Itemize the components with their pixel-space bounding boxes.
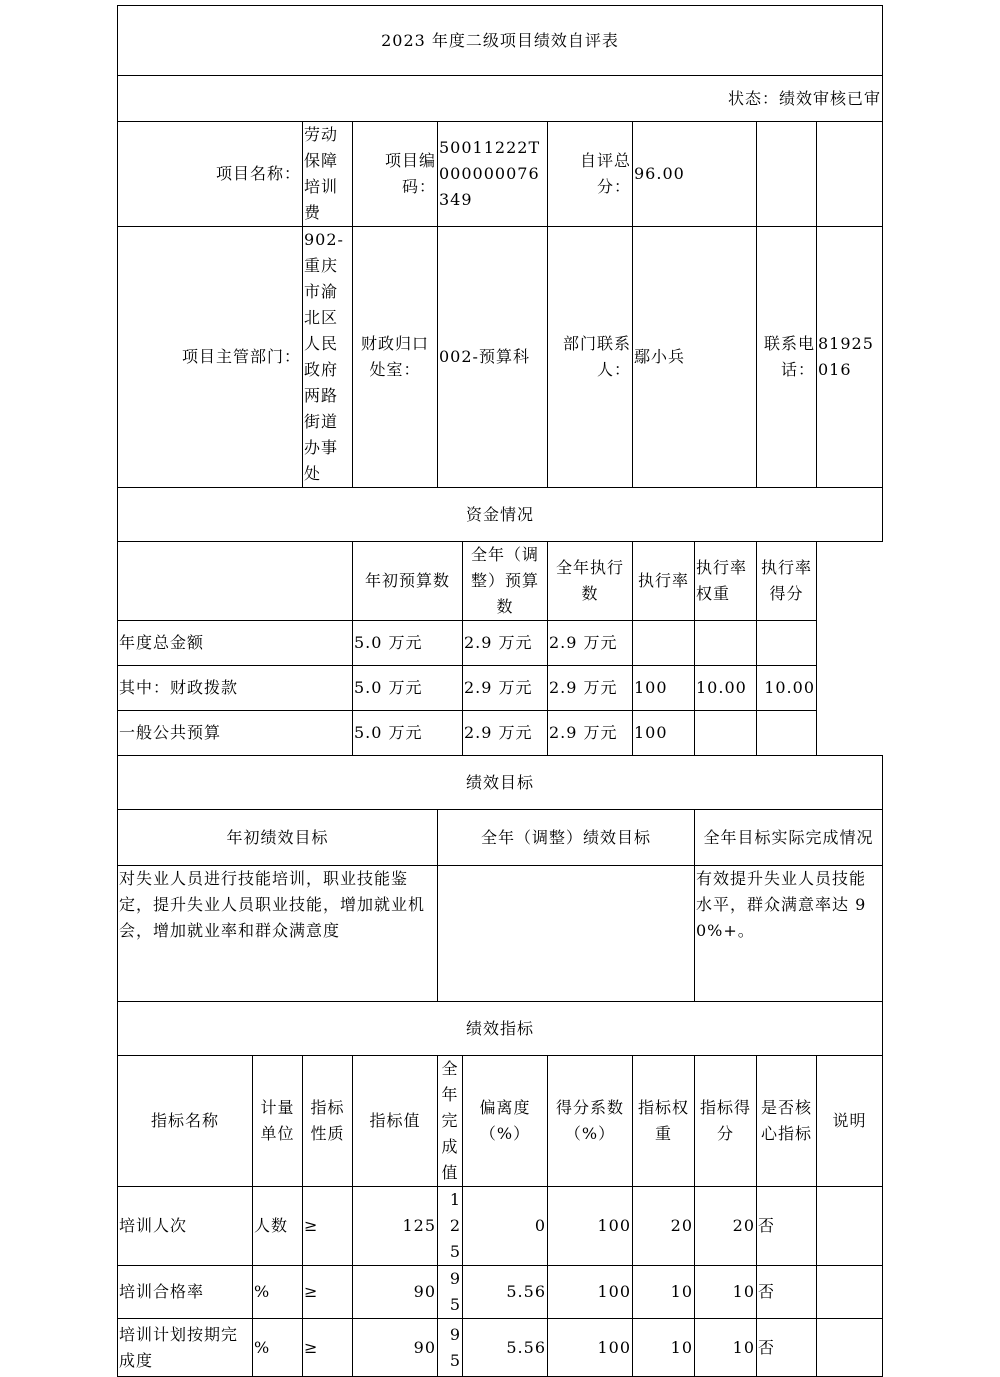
funds-cell: 5.0 万元 xyxy=(353,711,463,756)
funds-cell: 2.9 万元 xyxy=(548,711,633,756)
funds-cell xyxy=(695,621,757,666)
indicator-note xyxy=(817,1187,883,1266)
goal-actual: 有效提升失业人员技能水平，群众满意率达 90%+。 xyxy=(695,866,883,1002)
indicator-nature: ≥ xyxy=(303,1319,353,1377)
dept-label: 项目主管部门： xyxy=(118,227,303,488)
funds-header-rate: 执行率 xyxy=(633,542,695,621)
indicators-section-title: 绩效指标 xyxy=(118,1002,883,1056)
project-code-label: 项目编码： xyxy=(353,122,438,227)
goals-section-title: 绩效目标 xyxy=(118,756,883,810)
indicator-header: 指标得分 xyxy=(695,1056,757,1187)
funds-cell: 100 xyxy=(633,666,695,711)
status-text: 状态：绩效审核已审 xyxy=(118,76,883,122)
indicator-value: 90 xyxy=(353,1319,438,1377)
indicator-coefficient: 100 xyxy=(548,1266,633,1319)
indicator-header: 指标权重 xyxy=(633,1056,695,1187)
indicator-weight: 10 xyxy=(633,1319,695,1377)
funds-header-initial: 年初预算数 xyxy=(353,542,463,621)
table-row xyxy=(118,1319,883,1377)
funds-cell: 2.9 万元 xyxy=(548,666,633,711)
project-name: 劳动保障培训费 xyxy=(303,122,353,227)
indicator-value: 125 xyxy=(353,1187,438,1266)
indicator-unit: % xyxy=(253,1319,303,1377)
self-score: 96.00 xyxy=(633,122,757,227)
indicator-unit: % xyxy=(253,1266,303,1319)
funds-section-title: 资金情况 xyxy=(118,488,883,542)
phone: 81925016 xyxy=(817,227,883,488)
indicator-actual: 125 xyxy=(438,1187,463,1266)
indicator-header: 全年完成值 xyxy=(438,1056,463,1187)
indicator-header: 是否核心指标 xyxy=(757,1056,817,1187)
contact-person: 鄢小兵 xyxy=(633,227,757,488)
indicator-note xyxy=(817,1319,883,1377)
indicator-deviation: 0 xyxy=(463,1187,548,1266)
indicator-weight: 20 xyxy=(633,1187,695,1266)
indicator-actual: 95 xyxy=(438,1266,463,1319)
funds-header-weight: 执行率权重 xyxy=(695,542,757,621)
funds-row-label: 一般公共预算 xyxy=(118,711,353,756)
funds-cell: 10.00 xyxy=(695,666,757,711)
indicator-unit: 人数 xyxy=(253,1187,303,1266)
self-evaluation-table xyxy=(117,5,883,1377)
funds-cell: 2.9 万元 xyxy=(548,621,633,666)
indicator-note xyxy=(817,1266,883,1319)
funds-header-empty xyxy=(118,542,353,621)
indicator-coefficient: 100 xyxy=(548,1319,633,1377)
indicator-score: 10 xyxy=(695,1266,757,1319)
goals-header-initial: 年初绩效目标 xyxy=(118,810,438,866)
indicator-score: 20 xyxy=(695,1187,757,1266)
indicator-core: 否 xyxy=(757,1187,817,1266)
goal-initial: 对失业人员进行技能培训，职业技能鉴定，提升失业人员职业技能，增加就业机会，增加就业率和群众满意度 xyxy=(118,866,438,1002)
indicator-weight: 10 xyxy=(633,1266,695,1319)
project-name-label: 项目名称： xyxy=(118,122,303,227)
indicator-header: 指标值 xyxy=(353,1056,438,1187)
funds-cell xyxy=(633,621,695,666)
goal-adjusted xyxy=(438,866,695,1002)
indicator-nature: ≥ xyxy=(303,1187,353,1266)
funds-row-label: 年度总金额 xyxy=(118,621,353,666)
funds-cell: 5.0 万元 xyxy=(353,666,463,711)
indicator-deviation: 5.56 xyxy=(463,1319,548,1377)
indicator-name: 培训人次 xyxy=(118,1187,253,1266)
phone-label: 联系电话： xyxy=(757,227,817,488)
indicator-name: 培训计划按期完成度 xyxy=(118,1319,253,1377)
funds-cell: 2.9 万元 xyxy=(463,711,548,756)
indicator-score: 10 xyxy=(695,1319,757,1377)
funds-cell xyxy=(757,711,817,756)
indicator-actual: 95 xyxy=(438,1319,463,1377)
indicator-header: 指标名称 xyxy=(118,1056,253,1187)
table-row xyxy=(118,1266,883,1319)
funds-header-score: 执行率得分 xyxy=(757,542,817,621)
funds-header-executed: 全年执行数 xyxy=(548,542,633,621)
indicator-header: 计量单位 xyxy=(253,1056,303,1187)
indicator-value: 90 xyxy=(353,1266,438,1319)
funds-cell: 5.0 万元 xyxy=(353,621,463,666)
funds-cell: 2.9 万元 xyxy=(463,666,548,711)
finance-office: 002-预算科 xyxy=(438,227,548,488)
indicator-name: 培训合格率 xyxy=(118,1266,253,1319)
table-row xyxy=(118,1187,883,1266)
page-title: 2023 年度二级项目绩效自评表 xyxy=(118,6,883,76)
indicator-header: 得分系数（%） xyxy=(548,1056,633,1187)
self-score-label: 自评总分： xyxy=(548,122,633,227)
goals-header-actual: 全年目标实际完成情况 xyxy=(695,810,883,866)
indicator-core: 否 xyxy=(757,1266,817,1319)
funds-header-adjusted: 全年（调整）预算数 xyxy=(463,542,548,621)
indicator-header: 说明 xyxy=(817,1056,883,1187)
funds-cell: 100 xyxy=(633,711,695,756)
funds-cell xyxy=(757,621,817,666)
indicator-core: 否 xyxy=(757,1319,817,1377)
empty-cell xyxy=(757,122,817,227)
contact-label: 部门联系人： xyxy=(548,227,633,488)
dept: 902-重庆市渝北区人民政府两路街道办事处 xyxy=(303,227,353,488)
indicator-header: 偏离度（%） xyxy=(463,1056,548,1187)
project-code: 50011222T000000076349 xyxy=(438,122,548,227)
indicator-coefficient: 100 xyxy=(548,1187,633,1266)
indicator-nature: ≥ xyxy=(303,1266,353,1319)
funds-cell: 2.9 万元 xyxy=(463,621,548,666)
funds-cell: 10.00 xyxy=(757,666,817,711)
goals-header-adjusted: 全年（调整）绩效目标 xyxy=(438,810,695,866)
empty-cell xyxy=(817,122,883,227)
indicator-deviation: 5.56 xyxy=(463,1266,548,1319)
funds-row-label: 其中：财政拨款 xyxy=(118,666,353,711)
indicator-header: 指标性质 xyxy=(303,1056,353,1187)
funds-cell xyxy=(695,711,757,756)
finance-label: 财政归口处室： xyxy=(353,227,438,488)
